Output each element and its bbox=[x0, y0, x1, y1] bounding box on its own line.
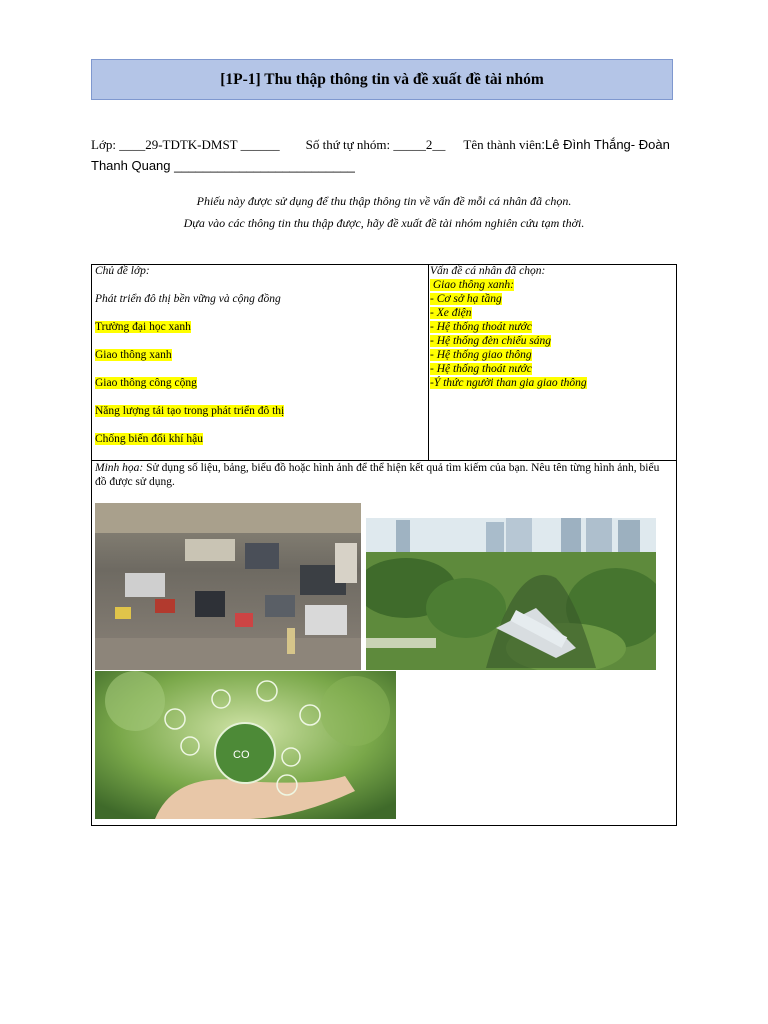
personal-issue-item: - Hệ thống thoát nước bbox=[430, 363, 532, 375]
members-value: :Lê Đình Thắng- Đoàn Thanh Quang _________________________ bbox=[91, 137, 670, 173]
class-topic-main: Phát triển đô thị bền vững và cộng đồng bbox=[95, 293, 281, 305]
svg-text:CO: CO bbox=[233, 749, 250, 761]
personal-issue-item: - Cơ sở hạ tầng bbox=[430, 293, 502, 305]
table-divider-vertical bbox=[428, 264, 429, 461]
traffic-photo bbox=[95, 503, 361, 670]
class-label: Lớp: bbox=[91, 137, 120, 152]
class-topic-item: Giao thông công cộng bbox=[95, 377, 197, 389]
personal-issue-item: -Ý thức người than gia giao thông bbox=[430, 377, 587, 389]
personal-issue-item: - Hệ thống giao thông bbox=[430, 349, 532, 361]
group-value: _____2__ bbox=[393, 137, 446, 152]
class-topic-item: Giao thông xanh bbox=[95, 349, 172, 361]
co2-hand-photo bbox=[95, 671, 396, 819]
intro-line-1: Phiếu này được sử dụng để thu thập thông tin về vấn đề mỗi cá nhân đã chọn. bbox=[196, 194, 572, 208]
illustration-label: Minh họa: bbox=[95, 462, 144, 474]
intro-line-2: Dựa vào các thông tin thu thập được, hãy đề xuất đề tài nhóm nghiên cứu tạm thời. bbox=[183, 216, 585, 230]
class-topic-item: Chống biến đổi khí hậu bbox=[95, 433, 203, 445]
page-title: [1P-1] Thu thập thông tin và đề xuất đề tài nhóm bbox=[91, 59, 673, 100]
group-label: Số thứ tự nhóm: bbox=[305, 137, 394, 152]
class-topic-item: Năng lượng tái tạo trong phát triển đô thị bbox=[95, 405, 285, 417]
members-label: Tên thành viên bbox=[463, 137, 542, 152]
personal-issue-item: - Hệ thống thoát nước bbox=[430, 321, 532, 333]
personal-issue-item: - Xe điện bbox=[430, 307, 472, 319]
class-topic-heading: Chủ đề lớp: bbox=[95, 265, 150, 277]
personal-issue-item: Giao thông xanh: bbox=[430, 279, 515, 291]
personal-issue-cell bbox=[430, 264, 674, 390]
personal-issue-heading: Vấn đề cá nhân đã chọn: bbox=[430, 265, 546, 277]
illustration-caption bbox=[95, 461, 671, 489]
illustration-text: Sử dụng số liệu, bảng, biểu đồ hoặc hình ảnh để thể hiện kết quả tìm kiếm của bạn. Nêu tên từng hình ảnh, biểu đồ được sử dụng. bbox=[95, 462, 660, 488]
class-value: ____29-TDTK-DMST ______ bbox=[119, 137, 280, 152]
green-city-tram-photo bbox=[366, 518, 656, 670]
class-topic-cell bbox=[95, 264, 423, 446]
class-topic-item: Trường đại học xanh bbox=[95, 321, 191, 333]
info-line bbox=[91, 134, 681, 176]
personal-issue-item: - Hệ thống đèn chiếu sáng bbox=[430, 335, 552, 347]
